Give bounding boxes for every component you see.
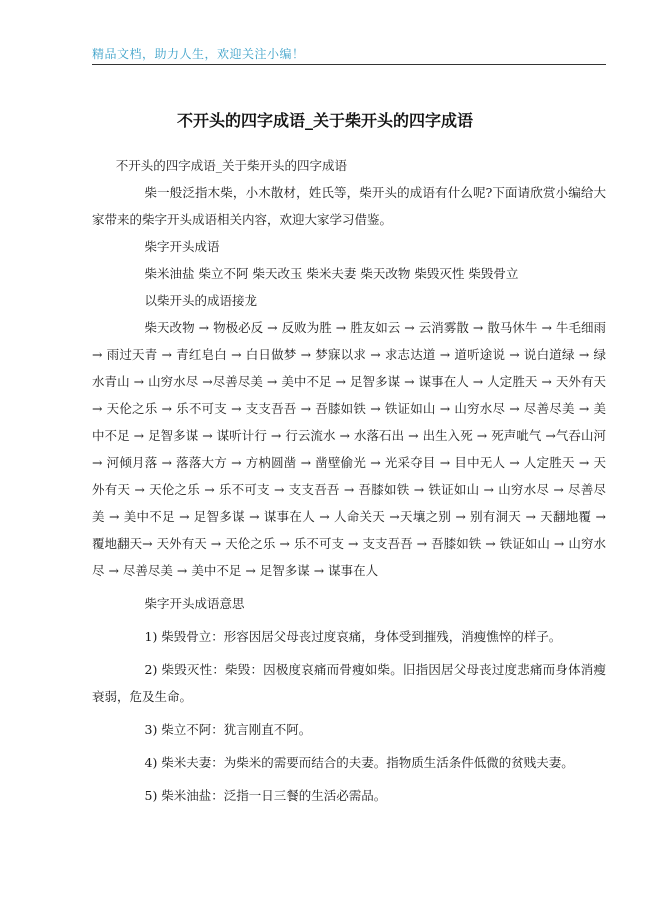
- intro-paragraph: 柴一般泛指木柴，小木散材，姓氏等，柴开头的成语有什么呢?下面请欣赏小编给大家带来的柴字开头成语相关内容，欢迎大家学习借鉴。: [92, 185, 606, 227]
- definition-item-4: 4) 柴米夫妻：为柴米的需要而结合的夫妻。指物质生活条件低微的贫贱夫妻。: [144, 755, 574, 770]
- page-header: [92, 44, 606, 65]
- section-heading-chain: 以柴开头的成语接龙: [144, 293, 258, 308]
- idiom-list: 柴米油盐 柴立不阿 柴天改玉 柴米夫妻 柴天改物 柴毁灭性 柴毁骨立: [144, 266, 519, 281]
- definition-item-5: 5) 柴米油盐：泛指一日三餐的生活必需品。: [144, 788, 387, 803]
- document-title: 不开头的四字成语_关于柴开头的四字成语: [176, 111, 473, 130]
- definition-item-3: 3) 柴立不阿：犹言刚直不阿。: [144, 722, 312, 737]
- section-heading-list: 柴字开头成语: [144, 239, 220, 254]
- idiom-chain-paragraph: 柴天改物 → 物极必反 → 反败为胜 → 胜友如云 → 云消雾散 → 散马休牛 → 牛毛细雨 → 雨过天青 → 青红皂白 → 白日做梦 → 梦寐以求 → 求志达道 → 道听途说 → 说白道绿 → 绿水青山 → 山穷水尽 →尽善尽美 → 美中不足 → 足智多谋 → 谋事在人 → 人定胜天 → 天外有天 → 天伦之乐 → 乐不可支 → 支支吾吾 → 吾膝如铁 → 铁证如山 → 山穷水尽 → 尽善尽美 → 美中不足 → 足智多谋 → 谋听计行 → 行云流水 → 水落石出 → 出生入死 → 死声呲气 →气吞山河 → 河倾月落 → 落落大方 → 方枘圆凿 → 凿壁偷光 → 光采夺目 → 目中无人 → 人定胜天 → 天外有天 → 天伦之乐 → 乐不可支 → 支支吾吾 → 吾膝如铁 → 铁证如山 → 山穷水尽 → 尽善尽美 → 美中不足 → 足智多谋 → 谋事在人 → 人命关天 →天壤之别 → 别有洞天 → 天翻地覆 → 覆地翻天→ 天外有天 → 天伦之乐 → 乐不可支 → 支支吾吾 → 吾膝如铁 → 铁证如山 → 山穷水尽 → 尽善尽美 → 美中不足 → 足智多谋 → 谋事在人: [92, 320, 606, 578]
- definition-item-2: 2) 柴毁灭性：柴毁：因极度哀痛而骨瘦如柴。旧指因居父母丧过度悲痛而身体消瘦衰弱，危及生命。: [92, 662, 606, 704]
- document-body: [92, 152, 606, 809]
- definition-item-1: 1) 柴毁骨立：形容因居父母丧过度哀痛，身体受到摧残，消瘦憔悴的样子。: [144, 629, 562, 644]
- header-slogan: 精品文档，助力人生，欢迎关注小编！: [92, 47, 305, 61]
- section-heading-meanings: 柴字开头成语意思: [144, 596, 245, 611]
- document-subtitle: 不开头的四字成语_关于柴开头的四字成语: [115, 158, 348, 173]
